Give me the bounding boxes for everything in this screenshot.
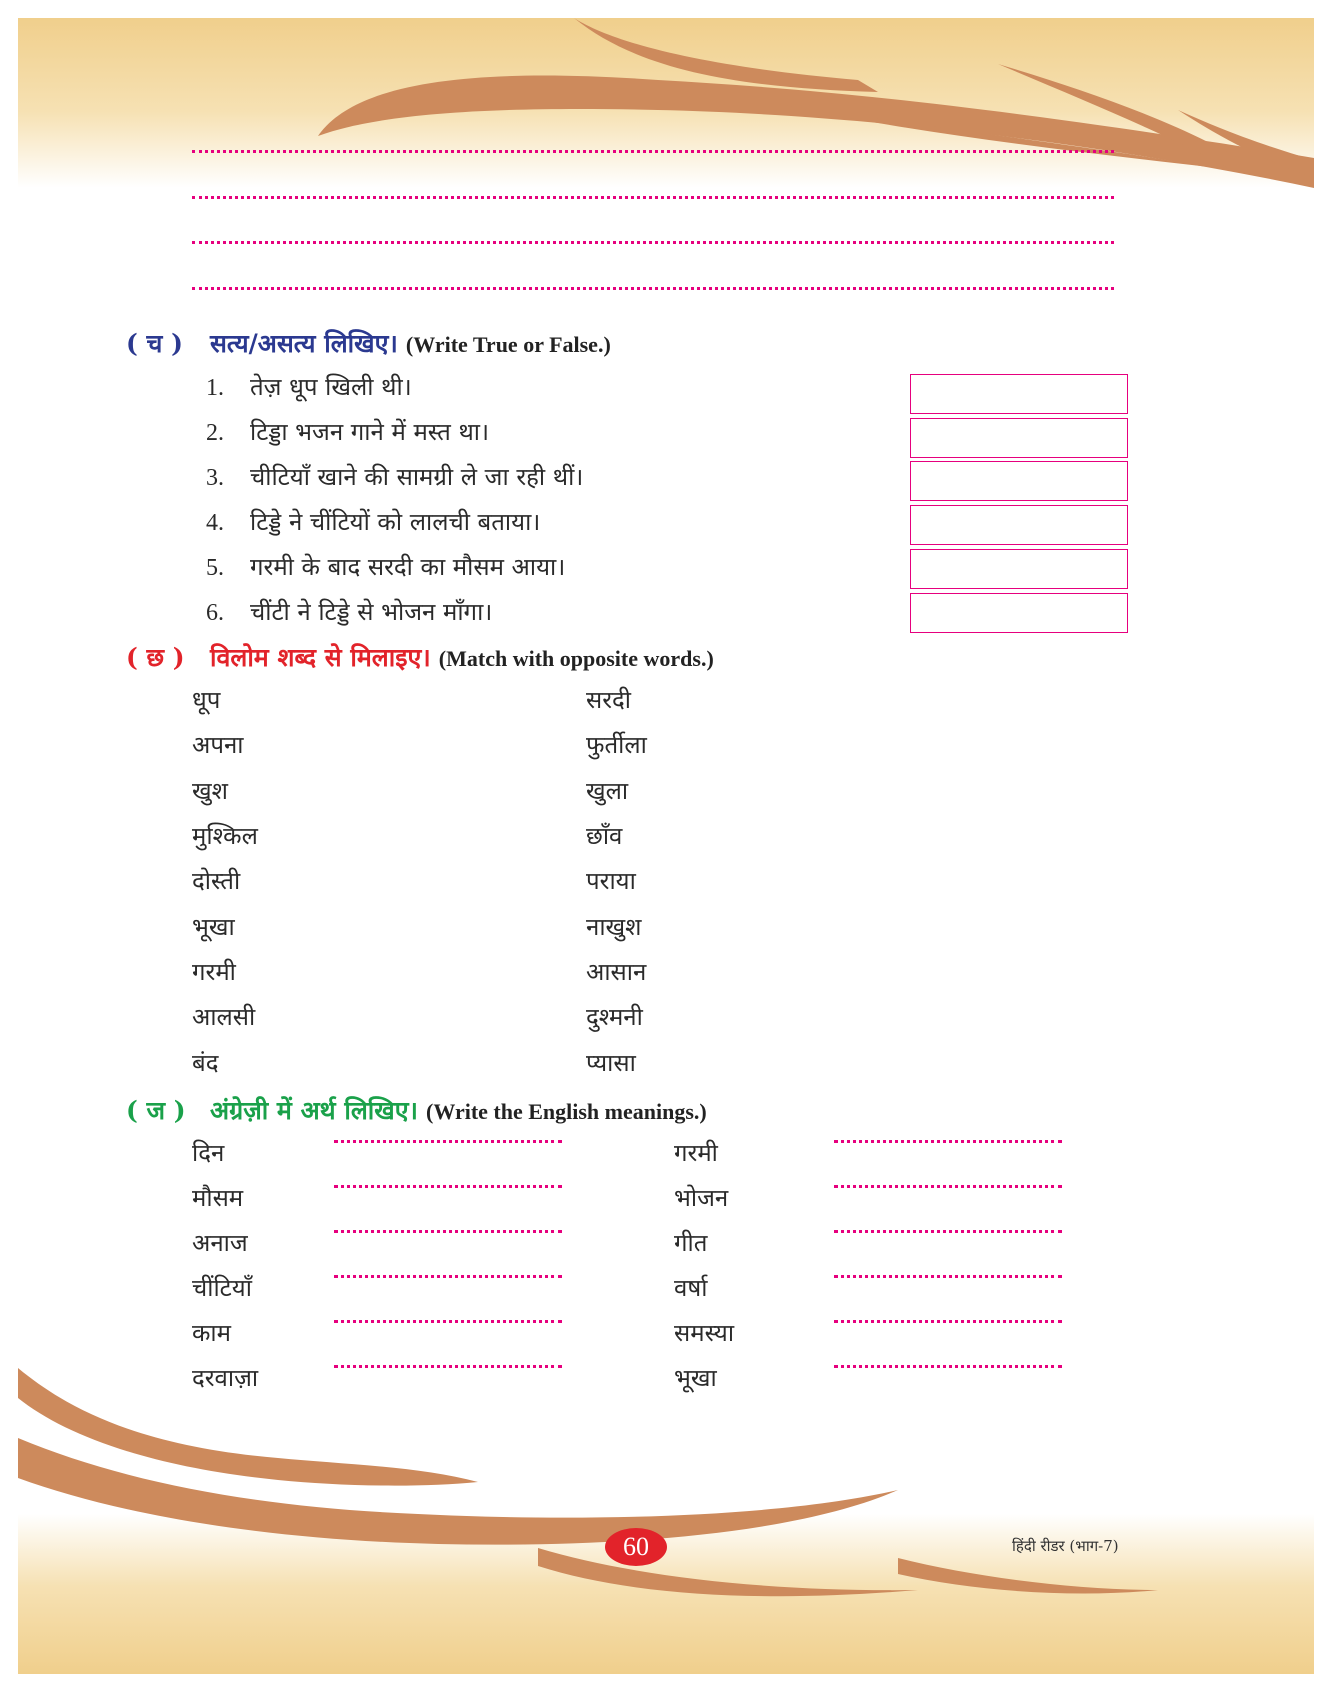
meaning-answer-line[interactable] bbox=[334, 1365, 562, 1368]
meaning-answer-line[interactable] bbox=[334, 1275, 562, 1278]
meaning-word: दिन bbox=[192, 1139, 225, 1167]
item-number: 6. bbox=[206, 600, 224, 626]
opposite-right-word[interactable]: खुला bbox=[586, 777, 629, 805]
opposite-right-word[interactable]: दुश्मनी bbox=[586, 1003, 643, 1031]
opposite-left-word[interactable]: अपना bbox=[192, 731, 244, 759]
opposite-right-word[interactable]: प्यासा bbox=[586, 1049, 636, 1077]
section-title-hindi: सत्य/असत्य लिखिए। bbox=[210, 329, 398, 358]
list-item bbox=[206, 370, 412, 403]
meaning-word: चींटियाँ bbox=[192, 1274, 252, 1302]
meaning-word: दरवाज़ा bbox=[192, 1364, 259, 1392]
opposite-right-word[interactable]: छाँव bbox=[586, 822, 623, 850]
meaning-word: गरमी bbox=[674, 1139, 718, 1167]
page-number: 60 bbox=[605, 1528, 667, 1566]
item-text: चींटी ने टिड्डे से भोजन माँगा। bbox=[250, 598, 493, 626]
item-number: 3. bbox=[206, 465, 224, 491]
meaning-word: गीत bbox=[674, 1229, 708, 1257]
meaning-answer-line[interactable] bbox=[834, 1230, 1062, 1233]
section-letter: ( छ ) bbox=[126, 643, 185, 672]
answer-box[interactable] bbox=[910, 374, 1128, 414]
item-number: 2. bbox=[206, 420, 224, 446]
meaning-answer-line[interactable] bbox=[334, 1320, 562, 1323]
opposite-right-word[interactable]: फुर्तीला bbox=[586, 731, 647, 759]
answer-box[interactable] bbox=[910, 593, 1128, 633]
writing-line[interactable] bbox=[192, 196, 1114, 199]
item-number: 5. bbox=[206, 555, 224, 581]
meaning-word: भोजन bbox=[674, 1184, 729, 1212]
writing-line[interactable] bbox=[192, 241, 1114, 244]
meaning-answer-line[interactable] bbox=[834, 1275, 1062, 1278]
opposite-right-word[interactable]: सरदी bbox=[586, 686, 631, 714]
meaning-answer-line[interactable] bbox=[334, 1230, 562, 1233]
worksheet-page bbox=[18, 18, 1314, 1674]
meaning-word: अनाज bbox=[192, 1229, 248, 1257]
meaning-answer-line[interactable] bbox=[834, 1320, 1062, 1323]
opposite-right-word[interactable]: नाखुश bbox=[586, 913, 642, 941]
opposite-left-word[interactable]: बंद bbox=[192, 1049, 219, 1077]
item-text: टिड्डे ने चींटियों को लालची बताया। bbox=[250, 508, 541, 536]
item-text: गरमी के बाद सरदी का मौसम आया। bbox=[250, 553, 566, 581]
answer-box[interactable] bbox=[910, 549, 1128, 589]
list-item bbox=[206, 415, 489, 448]
section-title-english: (Write the English meanings.) bbox=[426, 1099, 707, 1124]
opposite-right-word[interactable]: पराया bbox=[586, 867, 636, 895]
item-text: तेज़ धूप खिली थी। bbox=[250, 373, 412, 401]
opposite-left-word[interactable]: खुश bbox=[192, 777, 228, 805]
section-title-hindi: अंग्रेज़ी में अर्थ लिखिए। bbox=[210, 1096, 419, 1125]
book-title-footer: हिंदी रीडर (भाग-7) bbox=[1012, 1537, 1119, 1555]
meaning-answer-line[interactable] bbox=[834, 1185, 1062, 1188]
list-item bbox=[206, 505, 540, 538]
meaning-word: समस्या bbox=[674, 1319, 735, 1347]
meaning-answer-line[interactable] bbox=[834, 1140, 1062, 1143]
meaning-word: मौसम bbox=[192, 1184, 244, 1212]
meaning-word: वर्षा bbox=[674, 1274, 708, 1302]
section-title-hindi: विलोम शब्द से मिलाइए। bbox=[210, 643, 431, 672]
meaning-answer-line[interactable] bbox=[834, 1365, 1062, 1368]
section-letter: ( च ) bbox=[126, 329, 183, 358]
writing-line[interactable] bbox=[192, 287, 1114, 290]
opposite-left-word[interactable]: मुश्किल bbox=[192, 822, 258, 850]
answer-box[interactable] bbox=[910, 461, 1128, 501]
section-title-english: (Match with opposite words.) bbox=[438, 646, 714, 671]
opposite-left-word[interactable]: धूप bbox=[192, 686, 221, 714]
list-item bbox=[206, 595, 492, 628]
section-letter: ( ज ) bbox=[126, 1096, 186, 1125]
opposite-left-word[interactable]: दोस्ती bbox=[192, 867, 241, 895]
writing-line[interactable] bbox=[192, 150, 1114, 153]
meaning-answer-line[interactable] bbox=[334, 1140, 562, 1143]
section-heading-true-false bbox=[126, 326, 611, 360]
meaning-answer-line[interactable] bbox=[334, 1185, 562, 1188]
answer-box[interactable] bbox=[910, 505, 1128, 545]
item-text: टिड्डा भजन गाने में मस्त था। bbox=[250, 418, 490, 446]
opposite-left-word[interactable]: भूखा bbox=[192, 913, 235, 941]
meaning-word: काम bbox=[192, 1319, 231, 1347]
opposite-left-word[interactable]: गरमी bbox=[192, 958, 236, 986]
section-title-english: (Write True or False.) bbox=[405, 332, 611, 357]
item-number: 4. bbox=[206, 510, 224, 536]
section-heading-english-meanings bbox=[126, 1093, 707, 1127]
opposite-right-word[interactable]: आसान bbox=[586, 958, 647, 986]
list-item bbox=[206, 550, 565, 583]
meaning-word: भूखा bbox=[674, 1364, 717, 1392]
list-item bbox=[206, 460, 583, 493]
section-heading-opposites bbox=[126, 640, 714, 674]
answer-box[interactable] bbox=[910, 418, 1128, 458]
item-number: 1. bbox=[206, 375, 224, 401]
opposite-left-word[interactable]: आलसी bbox=[192, 1003, 256, 1031]
item-text: चीटियाँ खाने की सामग्री ले जा रही थीं। bbox=[250, 463, 584, 491]
